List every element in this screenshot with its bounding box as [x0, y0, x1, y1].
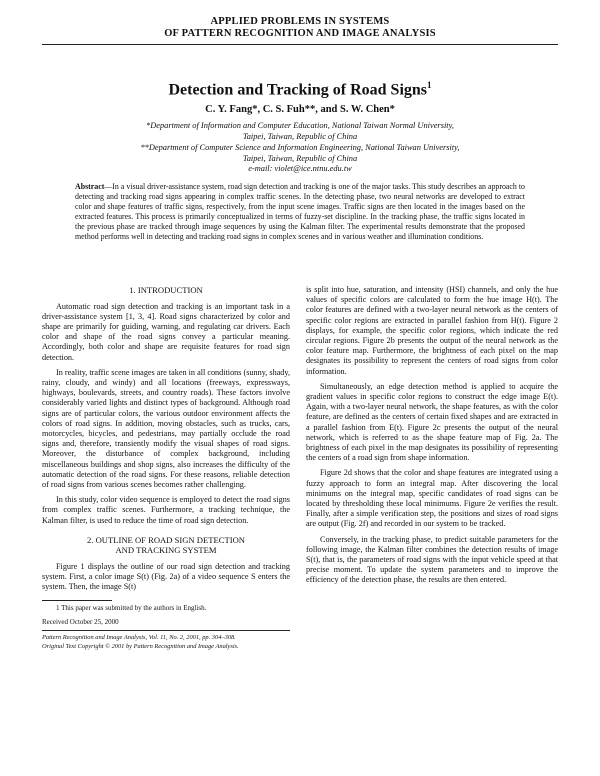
citation — [42, 634, 290, 650]
paragraph: is split into hue, saturation, and intensity (HSI) channels, and only the hue values of specific colors are calculated to form the hue image H(t). The color features are defined with a two-layer neural network as the centers of specific color regions are extracted in parallel fashion from H(t). Figure 2 displays, for example, the specific color regions, which indicate the red circular regions. Figure 2b presents the output of the neural network as the color feature map. Furthermore, the brightness of each pixel on the map designates its possibility to represent the centers of road signs from color information. — [306, 285, 558, 376]
authors: C. Y. Fang*, C. S. Fuh**, and S. W. Chen* — [205, 104, 395, 115]
journal-line-2: OF PATTERN RECOGNITION AND IMAGE ANALYSIS — [164, 28, 436, 39]
paragraph: In reality, traffic scene images are taken in all conditions (sunny, shady, rainy, cloudy, and windy) and all locations (freeways, expressways, highways, boulevards, streets, and country roads). These factors involve considerably varied lights and distinct types of background. Although road signs are of particular colors, the various outdoor environment affects the colors of road signs. In addition, moving obstacles, such as trucks, cars, motorcycles, bicycles, and pedestrians, may partially occlude the road signs and, therefore, transiently modify the visual shapes of road signs. Moreover, the disturbance of complex background, including miscellaneous buildings and shop signs, also increases the difficulty of the automatic detection of the road signs. For these reasons, reliable detection of road signs from various scenes becomes rather challenging. — [42, 367, 290, 489]
received-date: Received October 25, 2000 — [42, 618, 119, 627]
title-footnote-mark: 1 — [427, 80, 432, 90]
header-rule — [42, 44, 558, 45]
section-heading-outline-line-1: 2. OUTLINE OF ROAD SIGN DETECTION — [86, 534, 245, 545]
left-column — [42, 285, 290, 651]
section-heading-outline — [42, 535, 290, 556]
abstract-text: —In a visual driver-assistance system, road sign detection and tracking is one of the major tasks. This study describes an approach to detecting and tracking road signs appearing in complex traffic scenes. In the detecting phase, two neural networks are developed to extract color and shape features of traffic signs, respectively, from the input scene images. Traffic signs are then located in the images based on the extracted features. This process is primarily conceptualized in terms of fuzzy-set discipline. In the tracking phase, the traffic signs located in the previous phase are tracked through image sequences by using the Kalman filter. The experimental results demonstrate that the proposed method performs well in detecting and tracking road signs in complex scenes and in various weather and illumination conditions. — [75, 182, 525, 242]
paragraph: Automatic road sign detection and tracking is an important task in a driver-assistance system [1, 3, 4]. Road signs characterized by color and shape are primarily for guiding, warning, and regulating car drivers. Each color and shape of the road signs convey a particular meaning. Accordingly, both color and shape are requisite features for road sign detection. — [42, 301, 290, 362]
citation-line-1: Pattern Recognition and Image Analysis, Vol. 11, No. 2, 2001, pp. 304–308. — [42, 634, 236, 642]
abstract — [75, 182, 525, 243]
paragraph: Figure 1 displays the outline of our road sign detection and tracking system. First, a color image S(t) (Fig. 2a) of a video sequence S enters the system. Then, the image S(t) — [42, 561, 290, 592]
affiliation-2-line-1: **Department of Computer Science and Information Engineering, National Taiwan University, — [140, 143, 460, 152]
affiliation-1-line-2: Taipei, Taiwan, Republic of China — [242, 131, 358, 141]
affiliation-1-line-1: *Department of Information and Computer Education, National Taiwan Normal University, — [146, 121, 454, 130]
right-column — [306, 285, 558, 591]
journal-line-1: APPLIED PROBLEMS IN SYSTEMS — [210, 16, 390, 27]
journal-header — [0, 16, 600, 40]
affiliation-1 — [0, 121, 600, 142]
abstract-label: Abstract — [75, 182, 105, 191]
section-heading-outline-line-2: AND TRACKING SYSTEM — [115, 545, 217, 556]
paragraph: Simultaneously, an edge detection method is applied to acquire the gradient values in specific color regions to construct the edge image E(t). Again, with a two-layer neural network, the shape features, as with the color feature, are defined as the centers of certain fixed shapes and are extracted in a parallel fashion from E(t). Figure 2c presents the output of the neural network, which is referred to as the shape feature map of Fig. 2a. The brightness of each pixel in the map designates its possibility of representing the centers of a road sign from shape information. — [306, 381, 558, 463]
affiliation-2-line-2: Taipei, Taiwan, Republic of China — [242, 153, 358, 163]
footnote: 1 This paper was submitted by the authors in English. — [56, 604, 207, 613]
section-heading-introduction: 1. INTRODUCTION — [129, 285, 203, 295]
paragraph: In this study, color video sequence is employed to detect the road signs from complex traffic scenes. Furthermore, a tracking technique, the Kalman filter, is used to reduce the time of road sign detection. — [42, 495, 290, 525]
citation-rule — [42, 630, 290, 631]
title-text: Detection and Tracking of Road Signs — [168, 81, 428, 99]
citation-line-2: Original Text Copyright © 2001 by Pattern Recognition and Image Analysis. — [42, 642, 239, 650]
paper-title — [0, 80, 600, 99]
paragraph: Figure 2d shows that the color and shape features are integrated using a fuzzy approach to form an integral map. After discovering the local minimums on the integral map, specific candidates of road signs can be located by thresholding these local minimums. Figure 2e verifies the result. Finally, after a simple verification step, the positions and sizes of road signs are output (Fig. 2f) and recorded in our system to be tracked. — [306, 468, 558, 529]
paragraph: Conversely, in the tracking phase, to predict suitable parameters for the following image, the Kalman filter combines the detection results of image S(t), that is, the parameters of road signs with the input vehicle speed at that precise moment. To update the system parameters and to improve the efficiency of the detection phase, the results are then entered. — [306, 534, 558, 585]
footnote-rule — [42, 600, 112, 601]
contact-email: e-mail: violet@ice.ntnu.edu.tw — [248, 164, 352, 173]
affiliation-2 — [0, 143, 600, 175]
